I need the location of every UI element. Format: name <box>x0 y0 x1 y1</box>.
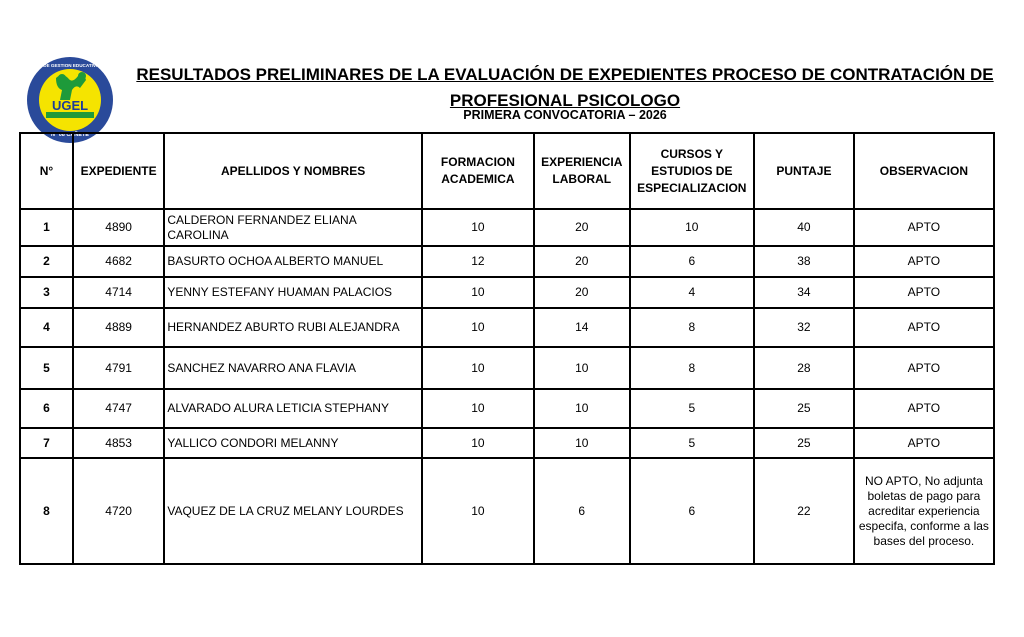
cell-expediente: 4791 <box>73 347 164 389</box>
cell-experiencia: 20 <box>534 209 630 246</box>
cell-expediente: 4720 <box>73 458 164 564</box>
col-header-puntaje: PUNTAJE <box>754 133 854 209</box>
results-table <box>19 132 995 565</box>
ugel-logo-icon <box>26 56 114 144</box>
cell-n: 4 <box>20 308 73 347</box>
cell-experiencia: 10 <box>534 428 630 458</box>
cell-observacion: APTO <box>854 347 994 389</box>
cell-expediente: 4890 <box>73 209 164 246</box>
cell-cursos: 4 <box>630 277 755 308</box>
cell-nombre: YENNY ESTEFANY HUAMAN PALACIOS <box>164 277 422 308</box>
cell-formacion: 12 <box>422 246 534 277</box>
cell-n: 1 <box>20 209 73 246</box>
cell-experiencia: 6 <box>534 458 630 564</box>
cell-expediente: 4747 <box>73 389 164 428</box>
table-row <box>20 458 994 564</box>
col-header-observacion: OBSERVACION <box>854 133 994 209</box>
cell-puntaje: 25 <box>754 428 854 458</box>
cell-nombre: BASURTO OCHOA ALBERTO MANUEL <box>164 246 422 277</box>
cell-puntaje: 40 <box>754 209 854 246</box>
table-row <box>20 209 994 246</box>
table-row <box>20 277 994 308</box>
col-header-cursos: CURSOS Y ESTUDIOS DE ESPECIALIZACION <box>630 133 755 209</box>
cell-expediente: 4853 <box>73 428 164 458</box>
ugel-logo <box>26 56 114 144</box>
cell-formacion: 10 <box>422 389 534 428</box>
cell-n: 8 <box>20 458 73 564</box>
logo-ring-text: UNIDAD DE GESTION EDUCATIVA LOCAL <box>26 63 114 68</box>
cell-nombre: HERNANDEZ ABURTO RUBI ALEJANDRA <box>164 308 422 347</box>
cell-formacion: 10 <box>422 428 534 458</box>
cell-cursos: 6 <box>630 246 755 277</box>
cell-nombre: YALLICO CONDORI MELANNY <box>164 428 422 458</box>
logo-ugel-text: UGEL <box>51 98 89 113</box>
cell-n: 3 <box>20 277 73 308</box>
cell-puntaje: 28 <box>754 347 854 389</box>
cell-puntaje: 25 <box>754 389 854 428</box>
cell-experiencia: 20 <box>534 246 630 277</box>
cell-formacion: 10 <box>422 277 534 308</box>
cell-experiencia: 10 <box>534 347 630 389</box>
col-header-n: N° <box>20 133 73 209</box>
cell-cursos: 10 <box>630 209 755 246</box>
cell-observacion: APTO <box>854 308 994 347</box>
cell-experiencia: 14 <box>534 308 630 347</box>
cell-formacion: 10 <box>422 209 534 246</box>
cell-puntaje: 22 <box>754 458 854 564</box>
col-header-expediente: EXPEDIENTE <box>73 133 164 209</box>
cell-puntaje: 38 <box>754 246 854 277</box>
cell-cursos: 5 <box>630 389 755 428</box>
cell-cursos: 5 <box>630 428 755 458</box>
cell-cursos: 8 <box>630 347 755 389</box>
cell-formacion: 10 <box>422 308 534 347</box>
cell-observacion: NO APTO, No adjunta boletas de pago para acreditar experiencia especifa, conforme a las bases del proceso. <box>854 458 994 564</box>
cell-n: 7 <box>20 428 73 458</box>
page-subtitle: PRIMERA CONVOCATORIA – 2026 <box>463 108 667 122</box>
cell-observacion: APTO <box>854 209 994 246</box>
table-row <box>20 308 994 347</box>
cell-nombre: ALVARADO ALURA LETICIA STEPHANY <box>164 389 422 428</box>
cell-observacion: APTO <box>854 428 994 458</box>
cell-formacion: 10 <box>422 347 534 389</box>
cell-observacion: APTO <box>854 246 994 277</box>
cell-formacion: 10 <box>422 458 534 564</box>
col-header-formacion: FORMACION ACADEMICA <box>422 133 534 209</box>
cell-experiencia: 20 <box>534 277 630 308</box>
cell-n: 5 <box>20 347 73 389</box>
cell-n: 2 <box>20 246 73 277</box>
page-title <box>125 62 1005 114</box>
table-row <box>20 428 994 458</box>
cell-expediente: 4714 <box>73 277 164 308</box>
cell-n: 6 <box>20 389 73 428</box>
cell-puntaje: 32 <box>754 308 854 347</box>
table-header-row <box>20 133 994 209</box>
page-title-line2: PROFESIONAL PSICOLOGO <box>449 91 681 110</box>
cell-nombre: SANCHEZ NAVARRO ANA FLAVIA <box>164 347 422 389</box>
cell-cursos: 6 <box>630 458 755 564</box>
cell-nombre: CALDERON FERNANDEZ ELIANA CAROLINA <box>164 209 422 246</box>
page-title-line1: RESULTADOS PRELIMINARES DE LA EVALUACIÓN DE EXPEDIENTES PROCESO DE CONTRATACIÓN DE <box>136 65 994 84</box>
cell-expediente: 4682 <box>73 246 164 277</box>
col-header-experiencia: EXPERIENCIA LABORAL <box>534 133 630 209</box>
cell-experiencia: 10 <box>534 389 630 428</box>
table-row <box>20 389 994 428</box>
cell-expediente: 4889 <box>73 308 164 347</box>
col-header-nombres: APELLIDOS Y NOMBRES <box>164 133 422 209</box>
table-row <box>20 347 994 389</box>
cell-nombre: VAQUEZ DE LA CRUZ MELANY LOURDES <box>164 458 422 564</box>
cell-puntaje: 34 <box>754 277 854 308</box>
table-row <box>20 246 994 277</box>
logo-bottom-text: N° 08 CAÑETE <box>51 132 89 138</box>
cell-observacion: APTO <box>854 277 994 308</box>
cell-observacion: APTO <box>854 389 994 428</box>
cell-cursos: 8 <box>630 308 755 347</box>
